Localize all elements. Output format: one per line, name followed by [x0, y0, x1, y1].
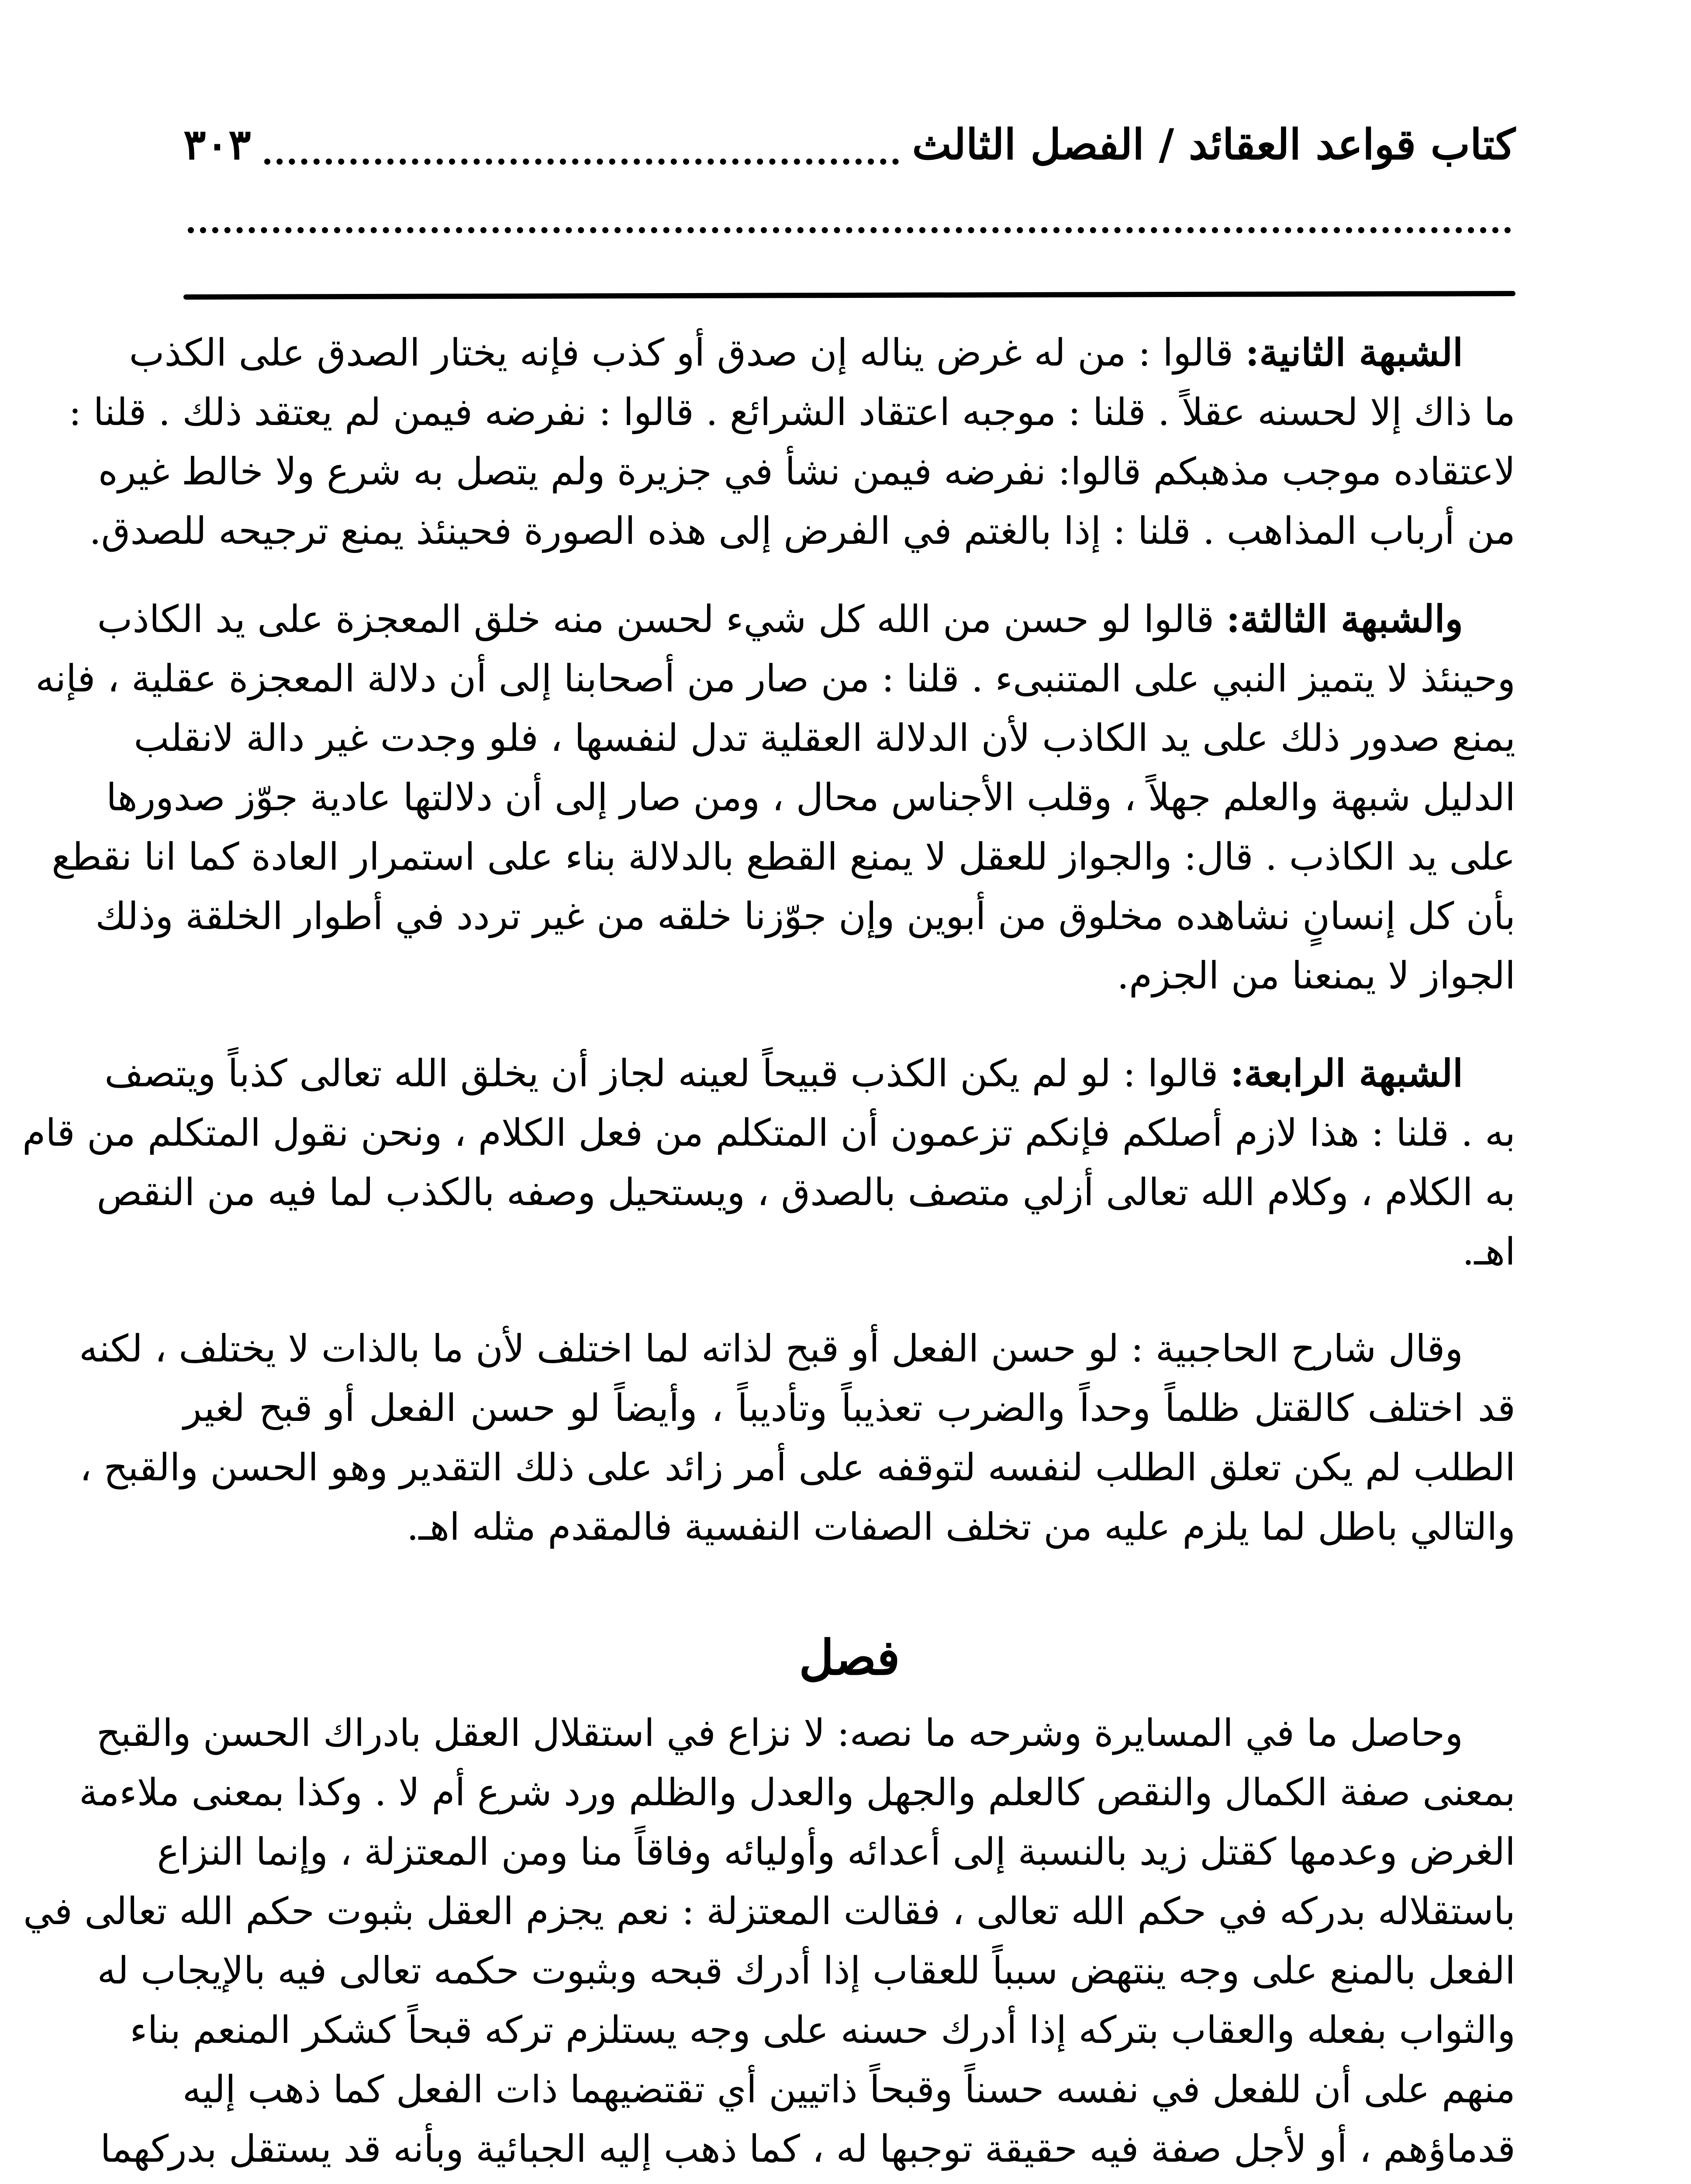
text-line: وحينئذ لا يتميز النبي على المتنبىء . قلنا : من صار من أصحابنا إلى أن دلالة المعجزة عقلية ، فإنه	[35, 657, 1515, 701]
text-line: باستقلاله بدركه في حكم الله تعالى ، فقالت المعتزلة : نعم يجزم العقل بثبوت حكم الله تعالى في	[23, 1890, 1515, 1933]
text-line: ما ذاك إلا لحسنه عقلاً . قلنا : موجبه اعتقاد الشرائع . قالوا : نفرضه فيمن لم يعتقد ذلك . قلنا :	[69, 390, 1515, 434]
paragraph-second-objection	[69, 323, 1515, 561]
text-line: من أرباب المذاهب . قلنا : إذا بالغتم في الفرض إلى هذه الصورة فحينئذ يمنع ترجيحه للصدق.	[89, 509, 1515, 553]
text-line	[183, 2179, 1515, 2184]
paragraph-lead: الشبهة الثانية:	[1245, 331, 1463, 375]
text-line: الغرض وعدمها كقتل زيد بالنسبة إلى أعدائه وأوليائه وفاقاً منا ومن المعتزلة ، وإنما النزاع	[157, 1830, 1515, 1874]
text-line: الفعل بالمنع على وجه ينتهض سبباً للعقاب إذا أدرك قبحه وبثبوت حكمه تعالى فيه بالإيجاب له	[97, 1949, 1515, 1993]
section-heading: فصل	[799, 1629, 900, 1686]
paragraph-third-objection	[35, 590, 1515, 1006]
text-line: وحاصل ما في المسايرة وشرحه ما نصه: لا نزاع في استقلال العقل بادراك الحسن والقبح	[96, 1711, 1463, 1755]
text-line: وقال شارح الحاجبية : لو حسن الفعل أو قبح لذاته لما اختلف لأن ما بالذات لا يختلف ، لكنه	[79, 1327, 1463, 1371]
text-line: والتالي باطل لما يلزم عليه من تخلف الصفات النفسية فالمقدم مثله اهـ.	[407, 1505, 1515, 1549]
text-line: قالوا لو حسن من الله كل شيء لحسن منه خلق المعجزة على يد الكاذب	[97, 598, 1226, 641]
text-line: الجواز لا يمنعنا من الجزم.	[1117, 954, 1515, 998]
page-number: ٣٠٣	[183, 119, 251, 169]
text-line: قدماؤهم ، أو لأجل صفة فيه حقيقة توجبها له ، كما ذهب إليه الجبائية وبأنه قد يستقل بدركهما	[100, 2127, 1515, 2171]
text-line: منهم على أن للفعل في نفسه حسناً وقبحاً ذاتيين أي تقتضيهما ذات الفعل كما ذهب إليه	[182, 2068, 1515, 2111]
text-line: بأن كل إنسانٍ نشاهده مخلوق من أبوين وإن جوّزنا خلقه من غير تردد في أطوار الخلقة وذلك	[95, 895, 1515, 938]
text-line: به . قلنا : هذا لازم أصلكم فإنكم تزعمون أن المتكلم من فعل الكلام ، ونحن نقول المتكلم من قام	[22, 1111, 1515, 1155]
running-title: كتاب قواعد العقائد / الفصل الثالث	[912, 119, 1515, 169]
dotted-separator	[188, 227, 1511, 233]
paragraph-lead: والشبهة الثالثة:	[1226, 597, 1463, 641]
text-line: قد اختلف كالقتل ظلماً وحداً والضرب تعذيباً وتأديباً ، وأيضاً لو حسن الفعل أو قبح لغير	[183, 1386, 1515, 1430]
text-line: اهـ.	[1462, 1230, 1515, 1274]
text-line: قالوا : من له غرض يناله إن صدق أو كذب فإنه يختار الصدق على الكذب	[129, 331, 1246, 375]
running-header	[183, 109, 1515, 179]
text-line: والثواب بفعله والعقاب بتركه إذا أدرك حسنه على وجه يستلزم تركه قبحاً كشكر المنعم بناء	[130, 2008, 1515, 2052]
header-rule	[183, 291, 1515, 300]
dotted-leader	[264, 132, 899, 165]
text-line: لاعتقاده موجب مذهبكم قالوا: نفرضه فيمن نشأ في جزيرة ولم يتصل به شرع ولا خالط غيره	[98, 450, 1515, 494]
text-line: الدليل شبهة والعلم جهلاً ، وقلب الأجناس محال ، ومن صار إلى أن دلالتها عادية جوّز صدورها	[106, 776, 1515, 819]
text-line: يمنع صدور ذلك على يد الكاذب لأن الدلالة العقلية تدل لنفسها ، فلو وجدت غير دالة لانقلب	[134, 716, 1515, 760]
text-line: الطلب لم يكن تعلق الطلب لنفسه لتوقفه على أمر زائد على ذلك التقدير وهو الحسن والقبح ،	[79, 1446, 1515, 1489]
paragraph-lead: الشبهة الرابعة:	[1230, 1051, 1463, 1095]
text-line: به الكلام ، وكلام الله تعالى أزلي متصف بالصدق ، ويستحيل وصفه بالكذب لما فيه من النقص	[97, 1171, 1515, 1214]
paragraph-fourth-objection	[22, 1044, 1515, 1282]
text-line: بمعنى صفة الكمال والنقص كالعلم والجهل والعدل والظلم ورد شرع أم لا . وكذا بمعنى ملاءمة	[79, 1771, 1515, 1814]
text-line: على يد الكاذب . قال: والجواز للعقل لا يمنع القطع بالدلالة بناء على استمرار العادة كما انا نقطع	[52, 835, 1515, 879]
section-paragraph	[23, 1704, 1515, 2184]
text-line: قالوا : لو لم يكن الكذب قبيحاً لعينه لجاز أن يخلق الله تعالى كذباً ويتصف	[104, 1052, 1230, 1095]
paragraph-hajibiyya-commentary	[79, 1319, 1515, 1557]
